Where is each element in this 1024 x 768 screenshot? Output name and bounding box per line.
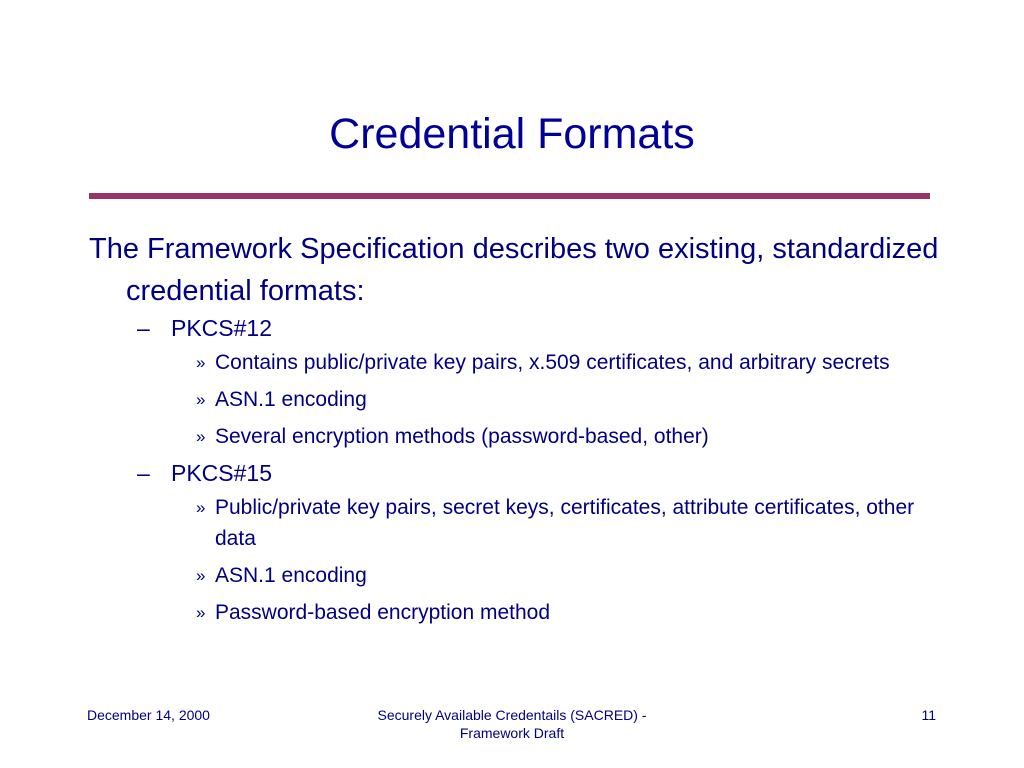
bullet-text: ASN.1 encoding (215, 564, 367, 587)
bullet-text: Public/private key pairs, secret keys, certificates, attribute certificates, other data (215, 496, 915, 550)
bullet-marker: » (196, 566, 206, 585)
bullet-text: Several encryption methods (password-based, other) (215, 425, 709, 448)
section-label: PKCS#15 (171, 460, 273, 486)
bullet-item (89, 384, 949, 415)
intro-paragraph: The Framework Specification describes two existing, standardized credential formats: (89, 233, 939, 307)
bullet-marker: » (196, 353, 206, 372)
bullet-item (89, 347, 949, 378)
bullet-text: ASN.1 encoding (215, 388, 367, 411)
section-label: PKCS#12 (171, 315, 273, 341)
slide-title: Credential Formats (329, 110, 695, 158)
bullet-item (89, 421, 949, 452)
footer-date: December 14, 2000 (87, 707, 210, 723)
bullet-item (89, 492, 949, 554)
bullet-marker: » (196, 603, 206, 622)
dash-marker: – (137, 315, 150, 341)
page-number: 11 (921, 707, 936, 723)
bullet-marker: » (196, 427, 206, 446)
bullet-marker: » (196, 498, 206, 517)
dash-marker: – (137, 460, 150, 486)
section-pkcs15 (89, 458, 949, 489)
bullet-item (89, 597, 949, 628)
slide-body (89, 228, 949, 634)
bullet-marker: » (196, 390, 206, 409)
footer-title-line1: Securely Available Credentails (SACRED) - (377, 707, 647, 723)
bullet-text: Contains public/private key pairs, x.509 certificates, and arbitrary secrets (215, 351, 890, 374)
bullet-text: Password-based encryption method (215, 601, 551, 624)
footer-title-line2: Framework Draft (459, 725, 565, 741)
section-pkcs12 (89, 313, 949, 344)
title-divider (89, 193, 930, 199)
bullet-item (89, 560, 949, 591)
footer-title (342, 706, 682, 742)
